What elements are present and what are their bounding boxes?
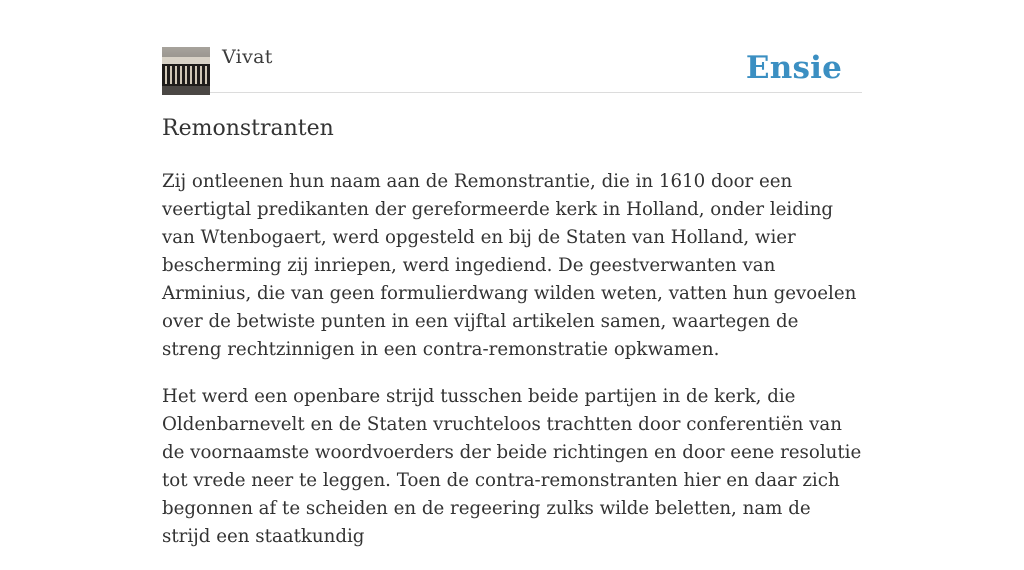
article-paragraph-2: Het werd een openbare strijd tusschen beide partijen in de kerk, die Oldenbarnevelt en de Staten vruchteloos trachtten door conferentiën van de voornaamste woordvoerders der beide richtingen en door eene resolutie tot vrede neer te leggen. Toen de contra-remonstranten hier en daar zich begonnen af te scheiden en de regeering zulks wilde beletten, nam de strijd een staatkundig (162, 386, 862, 547)
typewriter-keys-avatar-icon (162, 47, 210, 95)
article-paragraph-1: Zij ontleenen hun naam aan de Remonstrantie, die in 1610 door een veertigtal predikanten der gereformeerde kerk in Holland, onder leiding van Wtenbogaert, werd opgesteld en bij de Staten van Holland, wier bescherming zij inriepen, werd ingediend. De geestverwanten van Arminius, die van geen formulierdwang wilden weten, vatten hun gevoelen over de betwiste punten in een vijftal artikelen samen, waartegen de streng rechtzinnigen in een contra-remonstratie opkwamen. (162, 171, 857, 360)
article-body (162, 168, 862, 570)
avatar[interactable] (162, 47, 210, 95)
page (162, 0, 862, 547)
brand-logo[interactable]: Ensie (745, 50, 842, 86)
author-name[interactable]: Vivat (222, 46, 273, 68)
page-title: Remonstranten (162, 116, 334, 141)
header (162, 0, 862, 93)
